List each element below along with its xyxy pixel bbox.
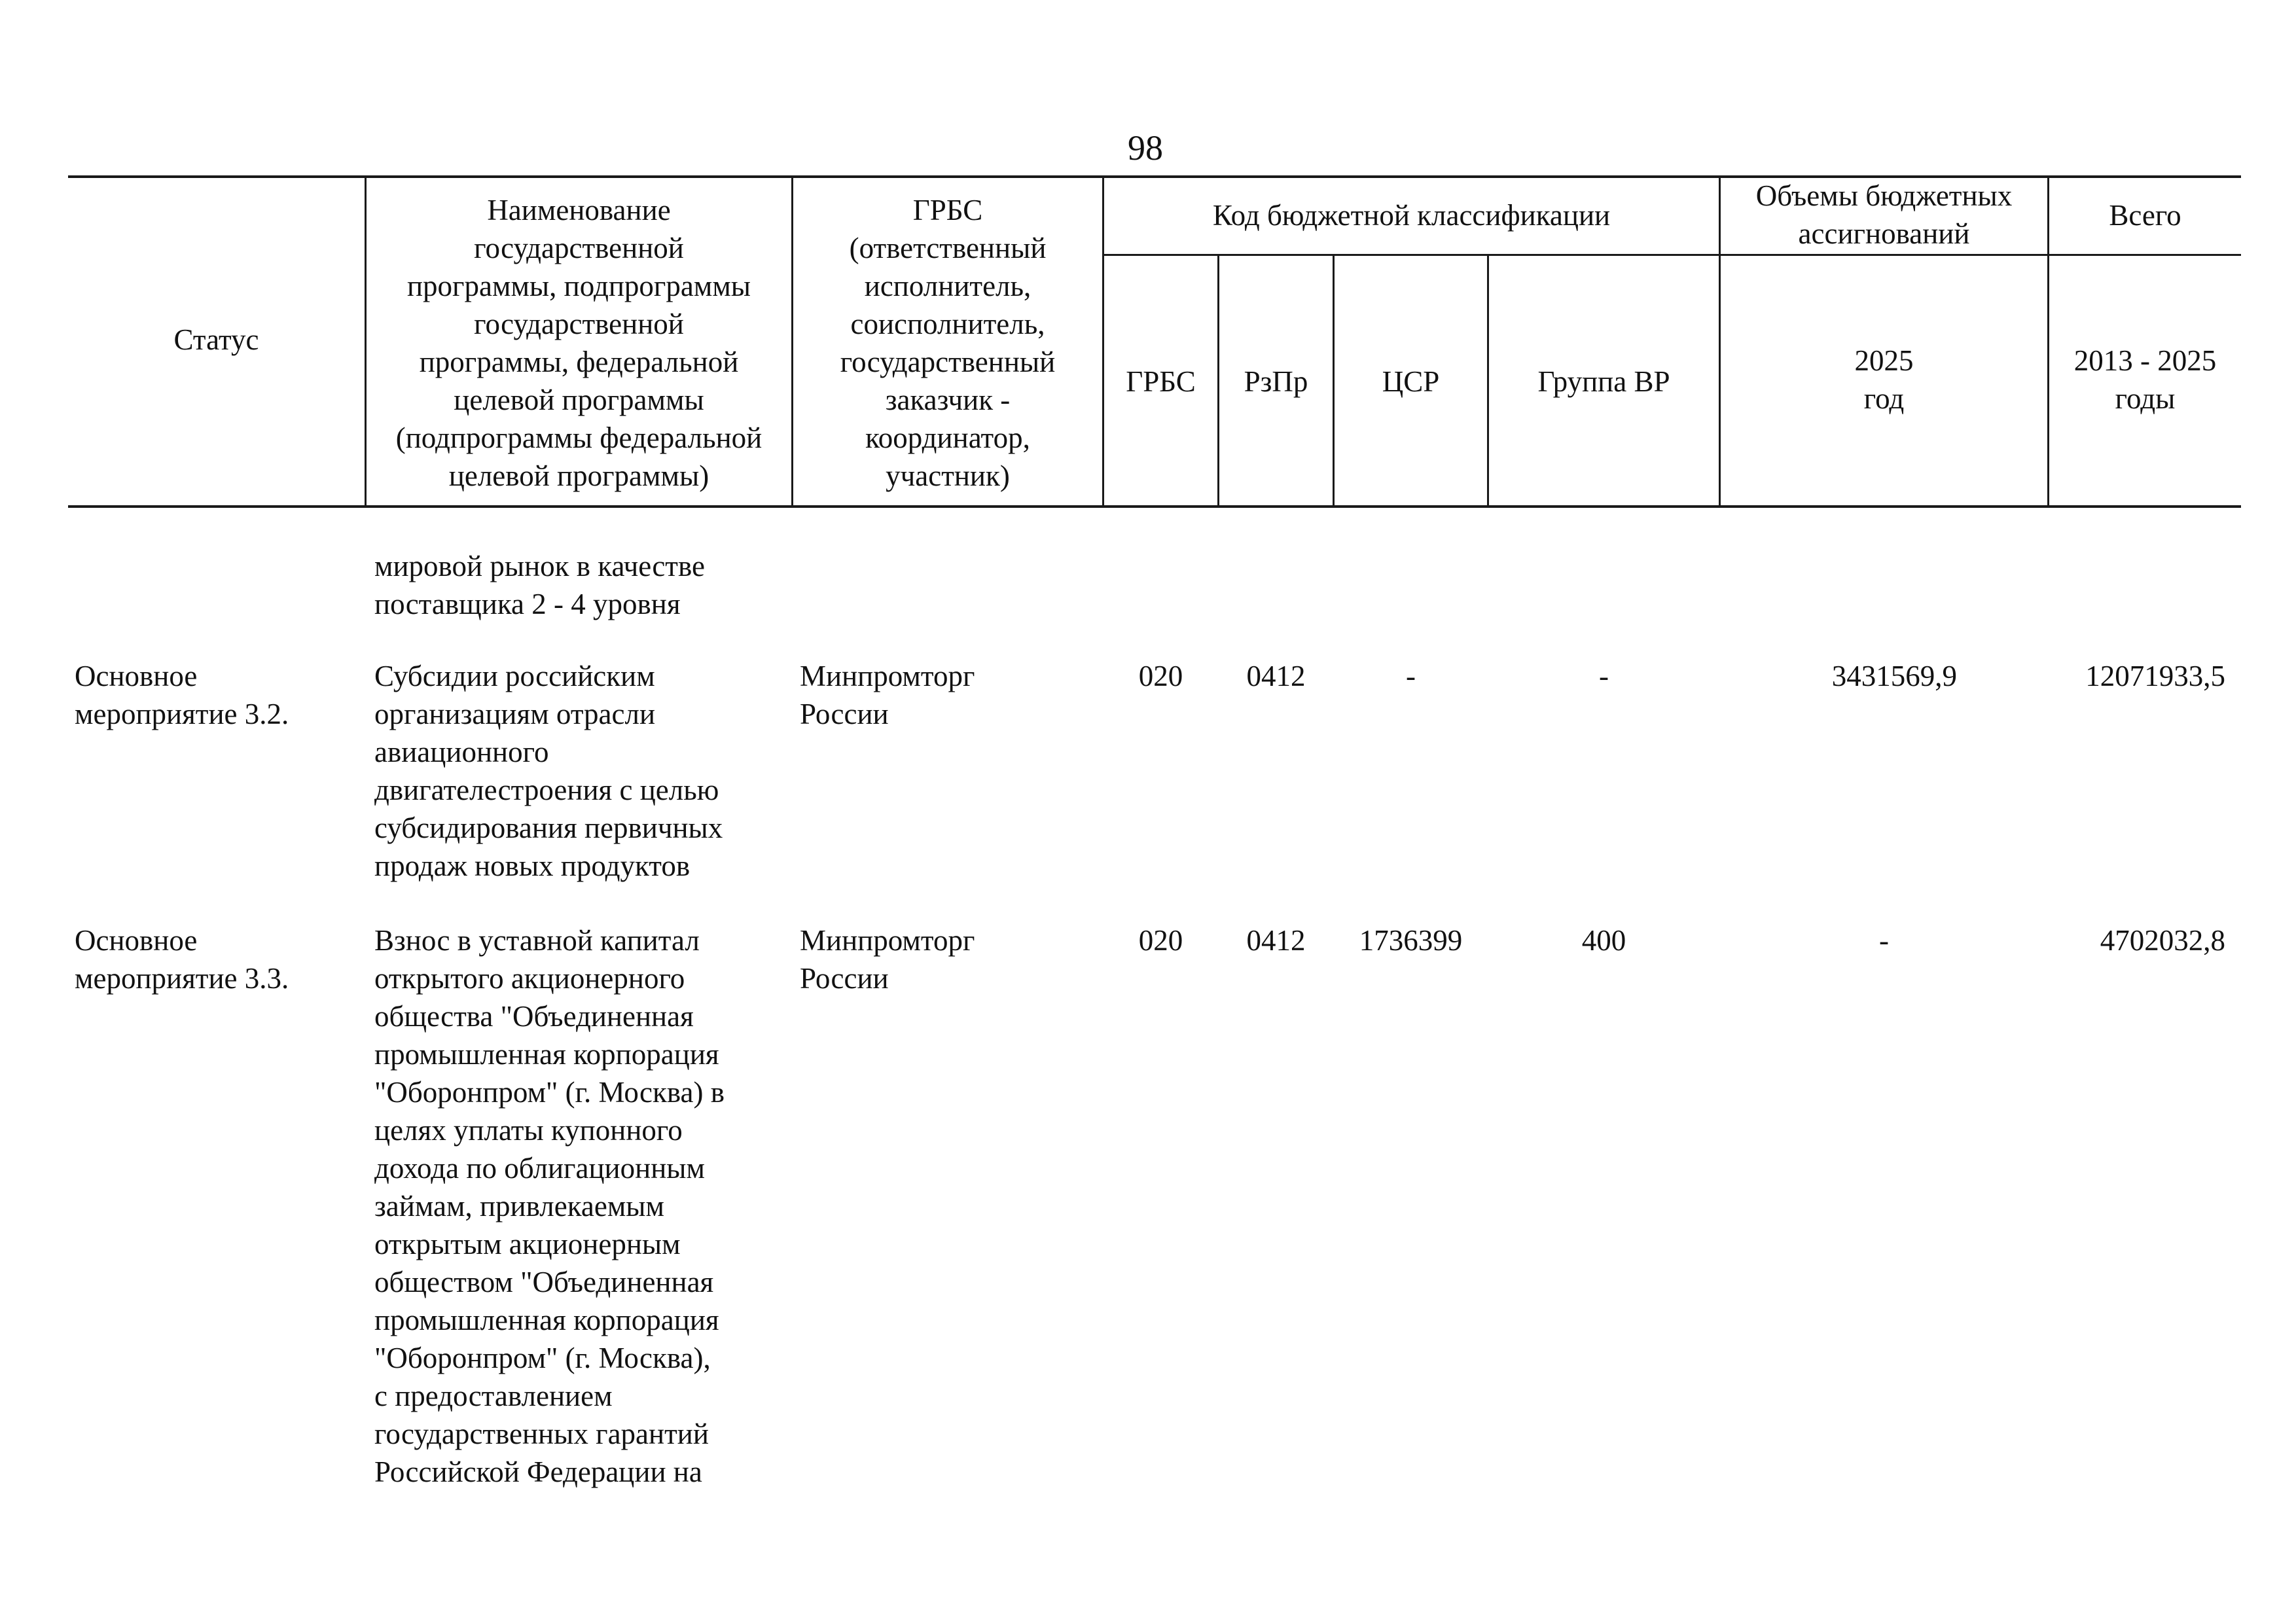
header-name-line: программы, федеральной [419,346,739,378]
header-program-name [367,191,791,495]
header-grbs-executor [793,191,1102,495]
header-grbs-line: (ответственный [849,232,1047,264]
row-2-code-rzpr: 0412 [1246,924,1306,957]
row-2-year-2025: - [1879,924,1889,957]
header-grbs-line: государственный [840,346,1056,378]
row-2-code-grbs: 020 [1138,924,1183,957]
header-name-line: целевой программы [454,383,704,416]
budget-code-divider [1102,254,2241,256]
header-total-years: 2013 - 2025 годы [2073,344,2217,415]
row-1-code-vr: - [1599,660,1609,692]
header-year-2025: 2025 год [1854,344,1914,415]
header-grbs-line: исполнитель, [864,270,1031,302]
header-name-line: (подпрограммы федеральной [395,421,762,454]
header-grbs-line: ГРБС [912,194,983,226]
row-2-code-csr: 1736399 [1359,924,1463,957]
header-name-line: Наименование [487,194,671,226]
header-name-line: целевой программы) [448,459,709,492]
header-code-rzpr: РзПр [1244,365,1308,398]
header-bottom-border [68,505,2241,508]
row-0-program-name: мировой рынок в качестве поставщика 2 - 4 уровня [374,550,705,620]
header-code-csr: ЦСР [1382,365,1440,398]
page-number: 98 [1128,128,1163,168]
row-1-total: 12071933,5 [2085,660,2225,692]
row-2-code-vr: 400 [1581,924,1626,957]
row-2-total: 4702032,8 [2100,924,2225,957]
row-1-status: Основное мероприятие 3.2. [75,660,289,730]
header-total: Всего [2109,199,2181,232]
row-1-code-rzpr: 0412 [1246,660,1306,692]
header-grbs-line: координатор, [865,421,1030,454]
header-grbs-line: заказчик - [885,383,1011,416]
row-2-program-name: Взнос в уставной капитал открытого акционерного общества "Объединенная промышленная корпорация "Оборонпром" (г. Москва) в целях уплаты купонного дохода по облигационным займам, привлекаемым открытым акционерным обществом "Объединенная промышленная корпорация "Оборонпром" (г. Москва), с предоставлением государственных гарантий Российской Федерации на [374,924,725,1488]
header-budget-code-group: Код бюджетной классификации [1212,199,1611,232]
header-grbs-line: участник) [886,459,1010,492]
row-1-code-csr: - [1406,660,1416,692]
row-1-grbs-executor: Минпромторг России [800,660,975,730]
row-1-program-name: Субсидии российским организациям отрасли авиационного двигателестроения с целью субсидирования первичных продаж новых продуктов [374,660,723,882]
header-status: Статус [173,323,259,356]
header-code-grbs: ГРБС [1126,365,1196,398]
row-1-code-grbs: 020 [1138,660,1183,692]
row-2-grbs-executor: Минпромторг России [800,924,975,995]
header-grbs-line: соисполнитель, [850,308,1045,340]
header-name-line: программы, подпрограммы [406,270,751,302]
header-name-line: государственной [474,308,684,340]
header-name-line: государственной [474,232,684,264]
header-volumes: Объемы бюджетных ассигнований [1755,179,2013,250]
row-2-status: Основное мероприятие 3.3. [75,924,289,995]
header-code-vr: Группа ВР [1537,365,1670,398]
row-1-year-2025: 3431569,9 [1831,660,1957,692]
